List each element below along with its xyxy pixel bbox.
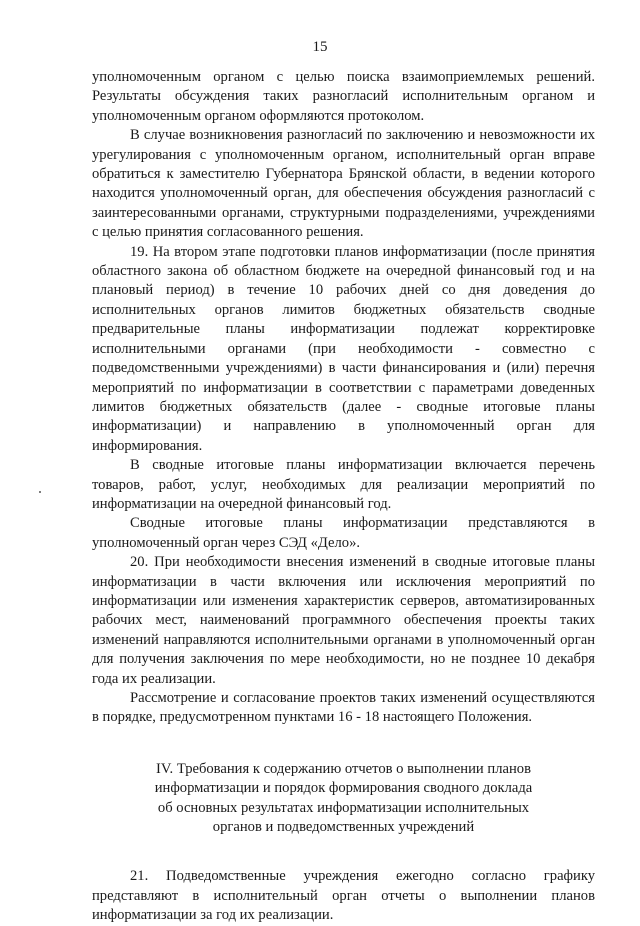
section-heading-line: об основных результатах информатизации исполнительных [157, 799, 530, 816]
paragraph: Сводные итоговые планы информатизации представляются в уполномоченный орган через СЭД «Дело». [92, 515, 595, 551]
paragraph: В сводные итоговые планы информатизации включается перечень товаров, работ, услуг, необходимых для реализации мероприятий по информатизации на очередной финансовый год. [92, 457, 595, 512]
paragraph: 21. Подведомственные учреждения ежегодно согласно графику представляют в исполнительный орган отчеты о выполнении планов информатизации за год их реализации. [92, 868, 595, 924]
section-heading-line: органов и подведомственных учреждений [212, 819, 475, 836]
document-body [92, 68, 595, 926]
section-heading-line: информатизации и порядок формирования сводного доклада [154, 780, 533, 797]
section-heading [92, 760, 595, 838]
scan-speck [39, 491, 41, 493]
paragraph: Рассмотрение и согласование проектов таких изменений осуществляются в порядке, предусмотренном пунктами 16 - 18 настоящего Положения. [92, 690, 595, 726]
paragraph: 19. На втором этапе подготовки планов информатизации (после принятия областного закона об областном бюджете на очередной финансовый год и на плановый период) в течение 10 рабочих дней со дня доведения до исполнительных органов лимитов бюджетных обязательств сводные предварительные планы информатизации подлежат корректировке исполнительными органами (при необходимости - совместно с подведомственными учреждениями) в части финансирования и (или) перечня мероприятий по информатизации в соответствии с параметрами доведенных лимитов бюджетных обязательств (далее - сводные итоговые планы информатизации) и направлению в уполномоченный орган для информирования. [92, 243, 595, 454]
section-heading-line: IV. Требования к содержанию отчетов о выполнении планов [156, 760, 531, 777]
paragraph: В случае возникновения разногласий по заключению и невозможности их урегулирования с уполномоченным органом, исполнительный орган вправе обратиться к заместителю Губернатора Брянской области, в ведении которого находится уполномоченный орган, для обеспечения обсуждения разногласий с заинтересованными органами, структурными подразделениями, учреждениями с целью принятия согласованного решения. [92, 127, 595, 241]
page-number: 15 [312, 39, 328, 55]
paragraph: 20. При необходимости внесения изменений в сводные итоговые планы информатизации в части включения или исключения мероприятий по информатизации или изменения характеристик серверов, автоматизированных рабочих мест, наименований программного обеспечения проекты таких изменений направляются исполнительными органами в уполномоченный орган для получения заключения по мере необходимости, но не позднее 10 декабря года их реализации. [92, 554, 595, 687]
paragraph: уполномоченным органом с целью поиска взаимоприемлемых решений. Результаты обсуждения таких разногласий исполнительным органом и уполномоченным органом оформляются протоколом. [92, 69, 595, 124]
